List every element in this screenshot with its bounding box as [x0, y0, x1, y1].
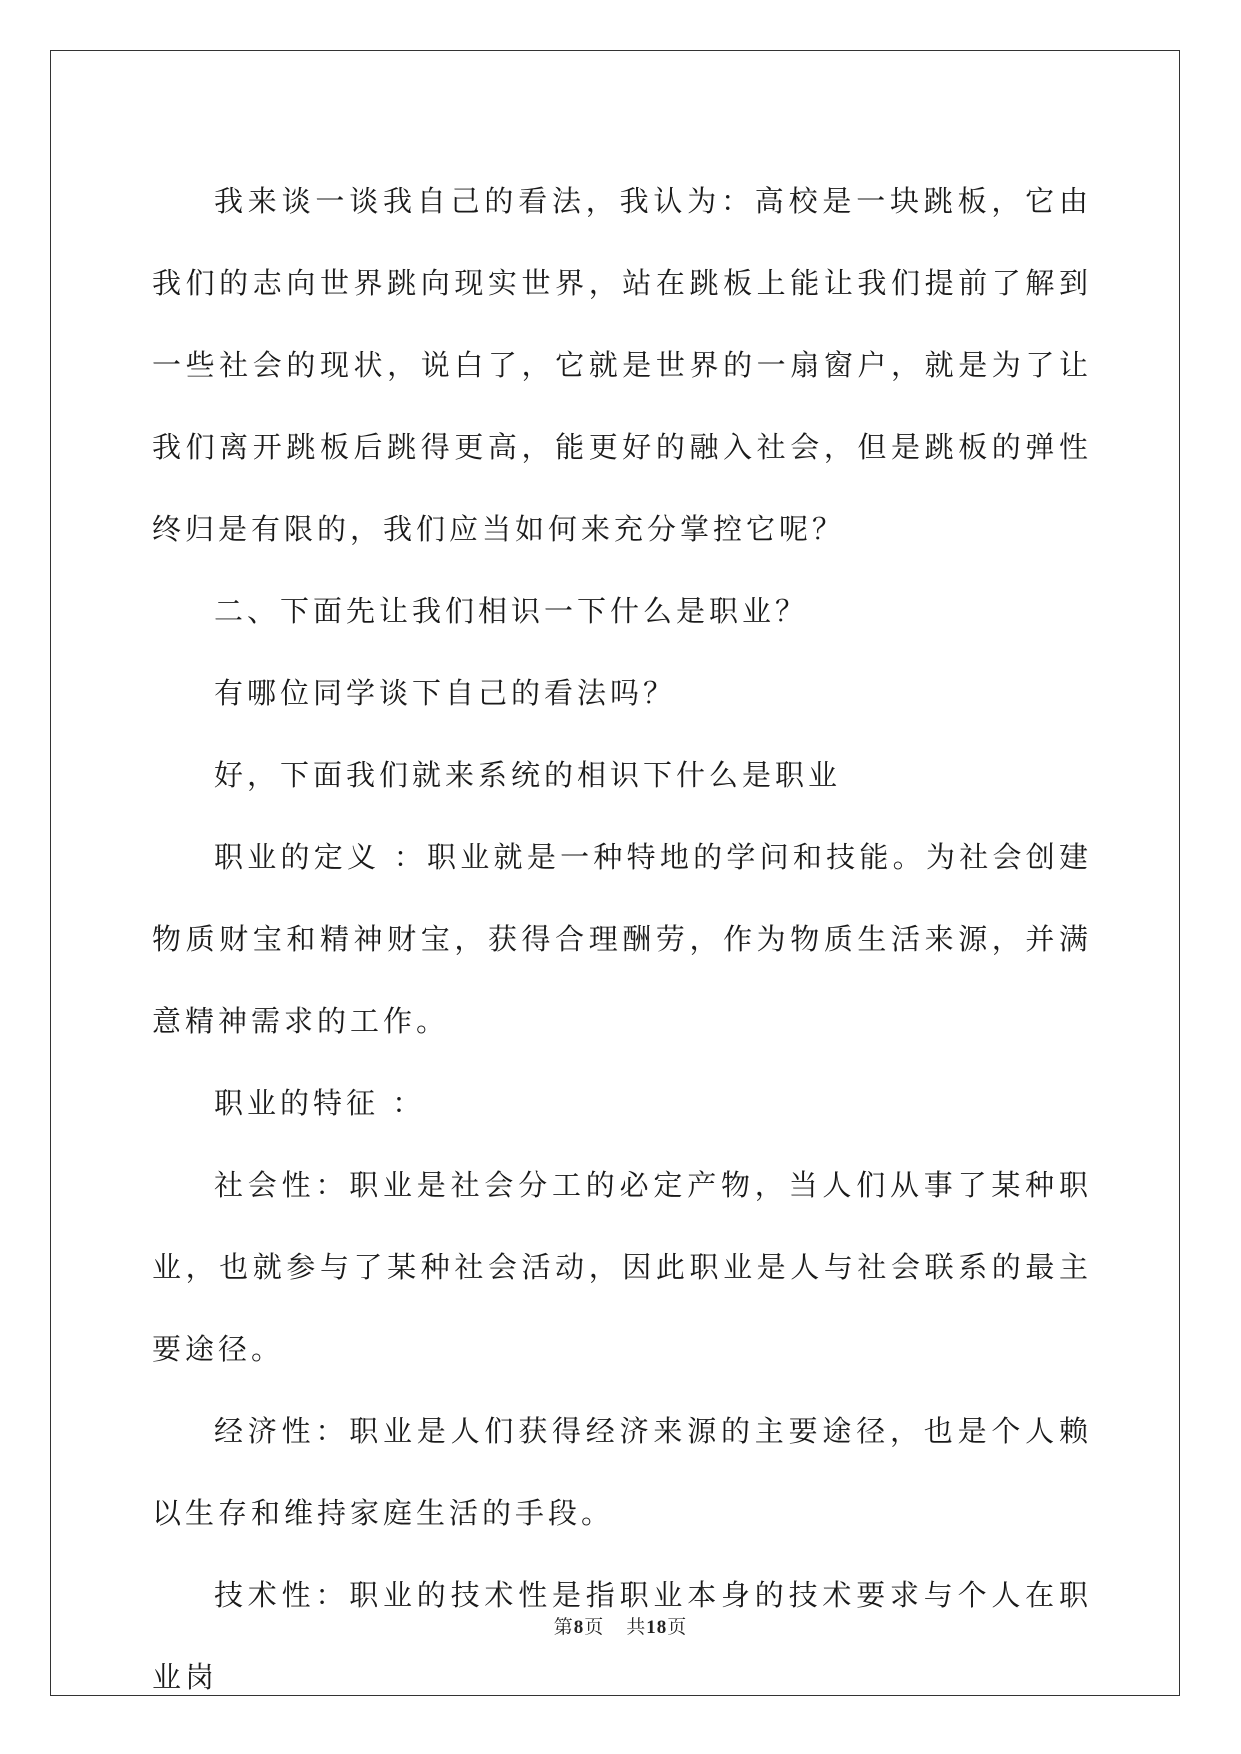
paragraph-1: 我来谈一谈我自己的看法，我认为：高校是一块跳板，它由我们的志向世界跳向现实世界，站在跳板上能让我们提前了解到一些社会的现状，说白了，它就是世界的一扇窗户，就是为了让我们离开跳板后跳得更高，能更好的融入社会，但是跳板的弹性终归是有限的，我们应当如何来充分掌控它呢？ — [152, 184, 1092, 546]
footer-page-number: 8 — [573, 1617, 585, 1638]
paragraph-6: 职业的特征 ： — [214, 1086, 426, 1120]
page-footer — [0, 1612, 1241, 1639]
footer-total-pages: 18 — [646, 1617, 668, 1638]
paragraph-8: 经济性：职业是人们获得经济来源的主要途径，也是个人赖以生存和维持家庭生活的手段。 — [152, 1414, 1092, 1530]
footer-total-prefix: 共 — [626, 1616, 647, 1638]
paragraph-2: 二、下面先让我们相识一下什么是职业？ — [214, 594, 809, 628]
paragraph-7: 社会性：职业是社会分工的必定产物，当人们从事了某种职业，也就参与了某种社会活动，因此职业是人与社会联系的最主要途径。 — [152, 1168, 1092, 1366]
footer-page-prefix: 第 — [553, 1616, 574, 1638]
footer-total-suffix: 页 — [667, 1616, 688, 1638]
paragraph-9: 技术性：职业的技术性是指职业本身的技术要求与个人在职业岗 — [152, 1578, 1092, 1694]
footer-page-suffix: 页 — [584, 1616, 605, 1638]
paragraph-5: 职业的定义 ：职业就是一种特地的学问和技能。为社会创建物质财宝和精神财宝，获得合理酬劳，作为物质生活来源，并满意精神需求的工作。 — [152, 840, 1092, 1038]
paragraph-4: 好，下面我们就来系统的相识下什么是职业 — [214, 758, 842, 792]
document-body — [152, 160, 1092, 1718]
paragraph-3: 有哪位同学谈下自己的看法吗？ — [214, 676, 677, 710]
